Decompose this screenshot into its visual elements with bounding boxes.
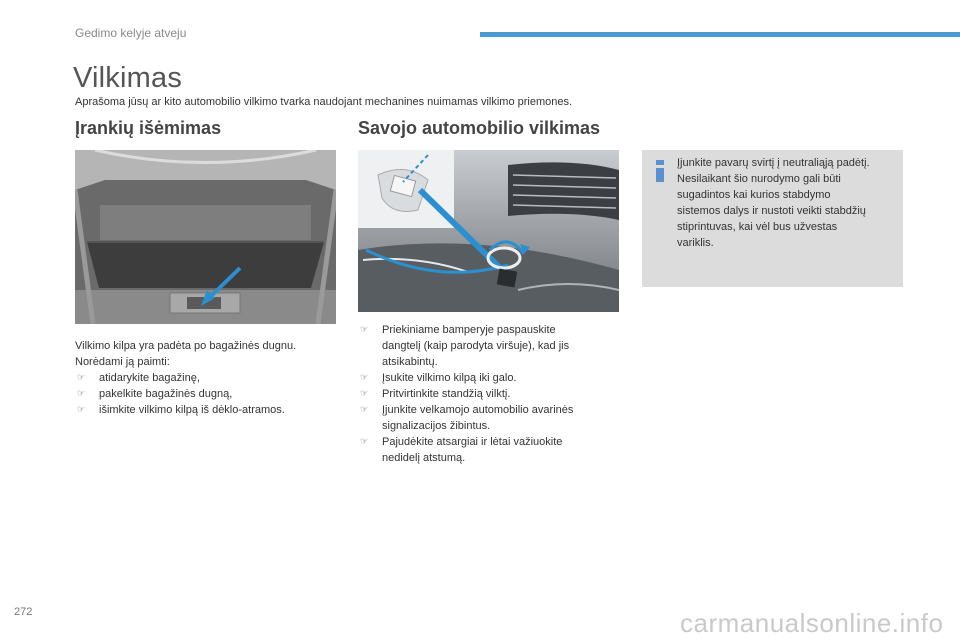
pointing-hand-icon: ☞ <box>360 325 369 335</box>
list-item: ☞ Pritvirtinkite standžią vilktį. <box>360 388 511 400</box>
page-title: Vilkimas <box>73 62 183 94</box>
list-item: ☞ Įjunkite velkamojo automobilio avarinės signalizacijos žibintus. <box>360 404 574 432</box>
list-item: ☞ Priekiniame bamperyje paspauskite dangtelį (kaip parodyta viršuje), kad jis atsikabintų. <box>360 324 570 368</box>
pointing-hand-icon: ☞ <box>360 389 369 399</box>
trunk-illustration <box>75 150 336 324</box>
list-item: ☞ Pajudėkite atsargiai ir lėtai važiuokite nedidelį atstumą. <box>360 436 563 464</box>
header-accent-bar <box>480 32 960 37</box>
list-item: ☞ atidarykite bagažinę, <box>77 372 200 384</box>
pointing-hand-icon: ☞ <box>360 405 369 415</box>
info-icon <box>655 160 665 182</box>
list-item: ☞ Įsukite vilkimo kilpą iki galo. <box>360 372 517 384</box>
pointing-hand-icon: ☞ <box>77 373 86 383</box>
bumper-illustration <box>358 150 619 312</box>
section-title-tools: Įrankių išėmimas <box>75 118 222 138</box>
tools-instructions <box>75 338 340 418</box>
intro-line: Norėdami ją paimti: <box>75 356 170 368</box>
pointing-hand-icon: ☞ <box>360 437 369 447</box>
pointing-hand-icon: ☞ <box>360 373 369 383</box>
pointing-hand-icon: ☞ <box>77 389 86 399</box>
page-subtitle: Aprašoma jūsų ar kito automobilio vilkimo tvarka naudojant mechanines nuimamas vilkimo priemones. <box>75 96 573 108</box>
towing-instructions <box>358 322 618 466</box>
watermark: carmanualsonline.info <box>680 608 944 638</box>
intro-line: Vilkimo kilpa yra padėta po bagažinės dugnu. <box>75 340 297 352</box>
section-title-towing: Savojo automobilio vilkimas <box>358 118 601 138</box>
page-number: 272 <box>14 606 33 618</box>
list-item: ☞ pakelkite bagažinės dugną, <box>77 388 233 400</box>
info-text: Įjunkite pavarų svirtį į neutraliąją padėtį. Nesilaikant šio nurodymo gali būti sugadintos kai kurios stabdymo sistemos dalys ir nustoti veikti stabdžių stiprintuvas, kai vėl bus užvestas variklis. <box>677 157 870 249</box>
list-item: ☞ išimkite vilkimo kilpą iš dėklo-atramos. <box>77 404 285 416</box>
section-label: Gedimo kelyje atveju <box>75 26 187 40</box>
info-note <box>642 150 903 287</box>
pointing-hand-icon: ☞ <box>77 405 86 415</box>
